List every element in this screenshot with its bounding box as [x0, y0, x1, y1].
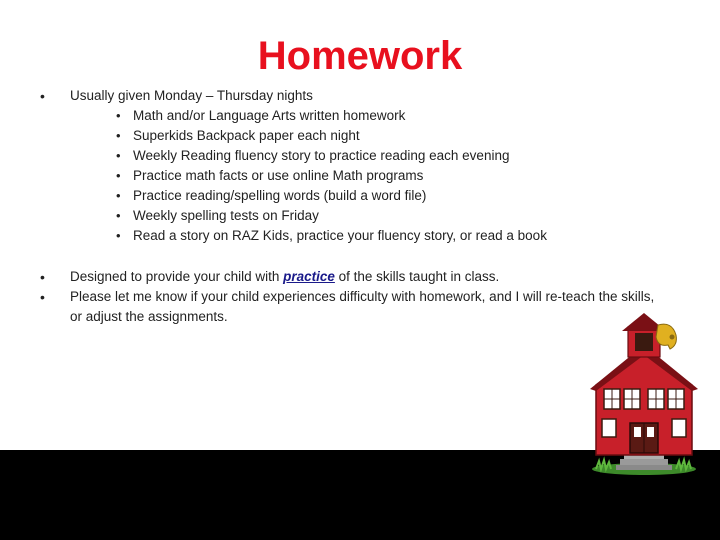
page-title: Homework: [257, 34, 463, 78]
sub-bullet-marker: •: [116, 128, 121, 143]
sub-bullet-marker: •: [116, 168, 121, 183]
bullet-marker: •: [40, 88, 45, 104]
purpose-text-start: Designed to provide your child with: [70, 269, 284, 284]
sub-bullet-item: Practice reading/spelling words (build a word file): [133, 188, 427, 203]
purpose-text-end: of the skills taught in class.: [334, 269, 500, 284]
sub-bullet-item: Weekly spelling tests on Friday: [133, 208, 319, 223]
bullet-text-contact-line1: Please let me know if your child experiences difficulty with homework, and I will re-teach the skills,: [70, 289, 655, 304]
sub-bullet-item: Weekly Reading fluency story to practice reading each evening: [133, 148, 510, 163]
practice-emphasis: practice: [283, 269, 335, 284]
bullet-text-schedule: Usually given Monday – Thursday nights: [70, 88, 313, 103]
bullet-text-purpose: [70, 267, 499, 287]
schoolhouse-bell-icon: [588, 305, 700, 480]
bullet-marker: •: [40, 289, 45, 305]
sub-bullet-marker: •: [116, 148, 121, 163]
sub-bullet-marker: •: [116, 188, 121, 203]
sub-bullet-item: Read a story on RAZ Kids, practice your fluency story, or read a book: [133, 228, 547, 243]
sub-bullet-marker: •: [116, 228, 121, 243]
sub-bullet-item: Math and/or Language Arts written homework: [133, 108, 406, 123]
bullet-text-contact-line2: or adjust the assignments.: [70, 309, 228, 324]
sub-bullet-item: Practice math facts or use online Math programs: [133, 168, 424, 183]
bullet-marker: •: [40, 269, 45, 285]
sub-bullet-marker: •: [116, 208, 121, 223]
sub-bullet-marker: •: [116, 108, 121, 123]
sub-bullet-item: Superkids Backpack paper each night: [133, 128, 360, 143]
